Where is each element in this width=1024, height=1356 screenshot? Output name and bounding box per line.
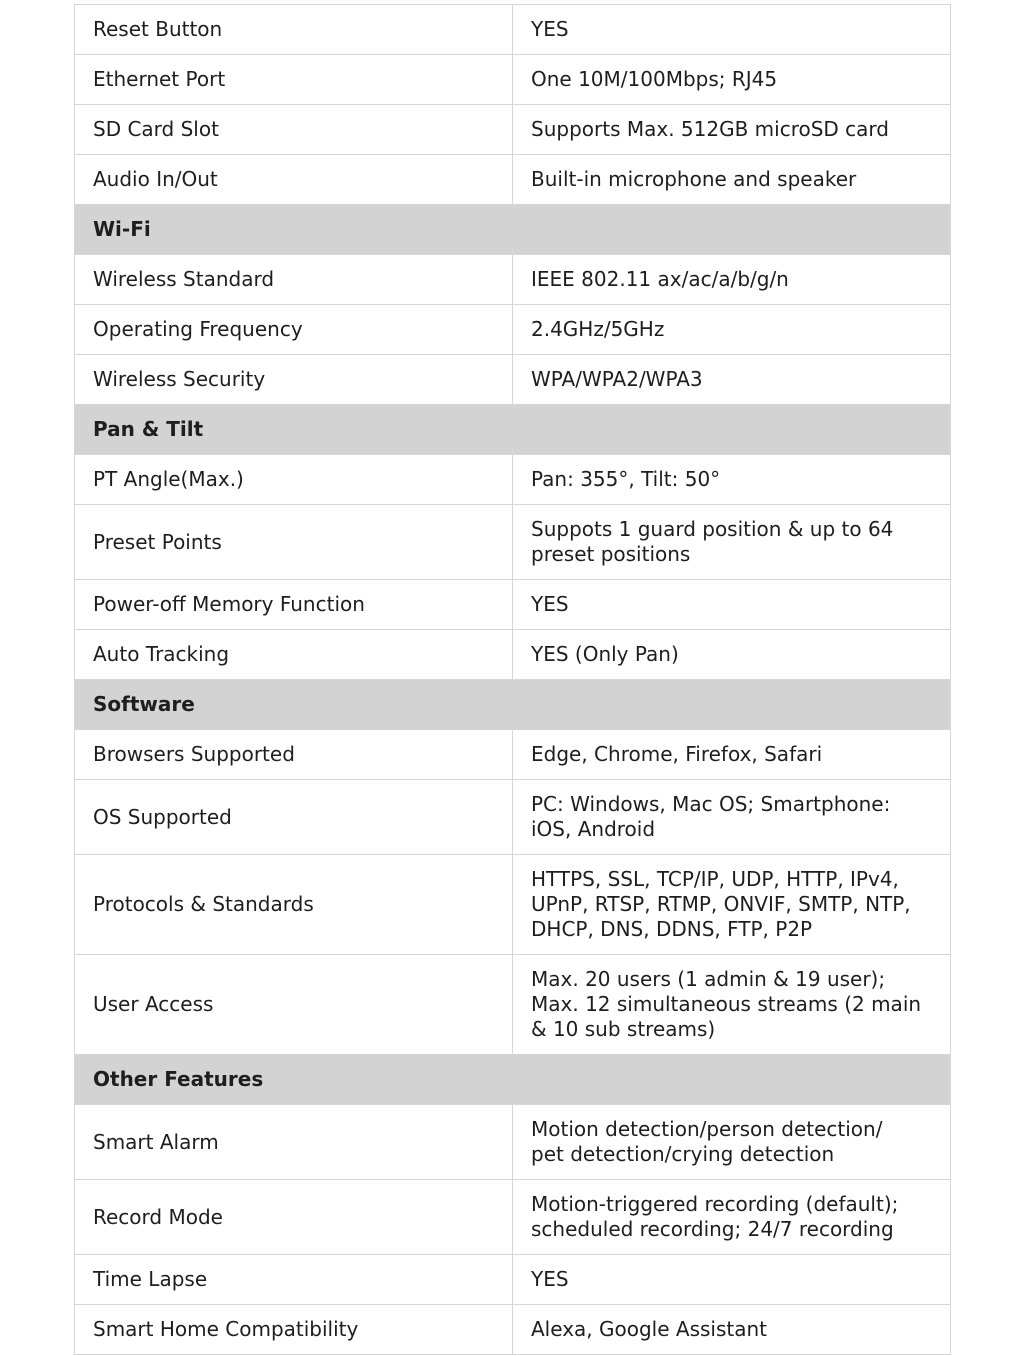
spec-row xyxy=(75,55,951,105)
spec-value: YES xyxy=(513,1255,951,1305)
spec-value: Pan: 355°, Tilt: 50° xyxy=(513,455,951,505)
spec-row xyxy=(75,855,951,955)
spec-row xyxy=(75,1105,951,1180)
spec-row xyxy=(75,455,951,505)
spec-row xyxy=(75,255,951,305)
spec-label: Time Lapse xyxy=(75,1255,513,1305)
spec-row xyxy=(75,955,951,1055)
section-title-filler xyxy=(513,680,951,730)
spec-label: Power-off Memory Function xyxy=(75,580,513,630)
spec-row xyxy=(75,580,951,630)
spec-value: YES xyxy=(513,5,951,55)
section-header-row xyxy=(75,680,951,730)
spec-value: Max. 20 users (1 admin & 19 user); Max. 12 simultaneous streams (2 main & 10 sub streams) xyxy=(513,955,951,1055)
spec-value: Alexa, Google Assistant xyxy=(513,1305,951,1355)
spec-row xyxy=(75,1180,951,1255)
spec-row xyxy=(75,1305,951,1355)
spec-row xyxy=(75,1255,951,1305)
spec-value: Built-in microphone and speaker xyxy=(513,155,951,205)
spec-label: Auto Tracking xyxy=(75,630,513,680)
spec-value: YES xyxy=(513,580,951,630)
spec-row xyxy=(75,5,951,55)
spec-label: Operating Frequency xyxy=(75,305,513,355)
spec-label: OS Supported xyxy=(75,780,513,855)
spec-label: Reset Button xyxy=(75,5,513,55)
spec-value: IEEE 802.11 ax/ac/a/b/g/n xyxy=(513,255,951,305)
spec-value: 2.4GHz/5GHz xyxy=(513,305,951,355)
spec-row xyxy=(75,105,951,155)
spec-value: Suppots 1 guard position & up to 64 preset positions xyxy=(513,505,951,580)
section-title-filler xyxy=(513,205,951,255)
spec-label: Audio In/Out xyxy=(75,155,513,205)
spec-label: Smart Home Compatibility xyxy=(75,1305,513,1355)
spec-label: Wireless Standard xyxy=(75,255,513,305)
spec-value: WPA/WPA2/WPA3 xyxy=(513,355,951,405)
spec-label: User Access xyxy=(75,955,513,1055)
spec-row xyxy=(75,355,951,405)
section-title-filler xyxy=(513,1055,951,1105)
spec-label: Browsers Supported xyxy=(75,730,513,780)
spec-row xyxy=(75,305,951,355)
section-header-row xyxy=(75,205,951,255)
spec-label: Wireless Security xyxy=(75,355,513,405)
section-title-filler xyxy=(513,405,951,455)
section-title: Software xyxy=(75,680,513,730)
spec-row xyxy=(75,630,951,680)
spec-value: Supports Max. 512GB microSD card xyxy=(513,105,951,155)
spec-label: PT Angle(Max.) xyxy=(75,455,513,505)
section-title: Wi-Fi xyxy=(75,205,513,255)
spec-row xyxy=(75,730,951,780)
spec-label: SD Card Slot xyxy=(75,105,513,155)
spec-label: Record Mode xyxy=(75,1180,513,1255)
spec-value: HTTPS, SSL, TCP/IP, UDP, HTTP, IPv4, UPnP, RTSP, RTMP, ONVIF, SMTP, NTP, DHCP, DNS, DDNS, FTP, P2P xyxy=(513,855,951,955)
spec-value: Motion-triggered recording (default); scheduled recording; 24/7 recording xyxy=(513,1180,951,1255)
spec-table-body xyxy=(75,5,951,1355)
spec-label: Protocols & Standards xyxy=(75,855,513,955)
section-header-row xyxy=(75,405,951,455)
spec-row xyxy=(75,780,951,855)
section-title: Pan & Tilt xyxy=(75,405,513,455)
spec-value: YES (Only Pan) xyxy=(513,630,951,680)
spec-value: Edge, Chrome, Firefox, Safari xyxy=(513,730,951,780)
spec-table xyxy=(74,4,951,1355)
spec-value: Motion detection/person detection/ pet detection/crying detection xyxy=(513,1105,951,1180)
section-title: Other Features xyxy=(75,1055,513,1105)
spec-label: Preset Points xyxy=(75,505,513,580)
section-header-row xyxy=(75,1055,951,1105)
spec-label: Ethernet Port xyxy=(75,55,513,105)
spec-value: One 10M/100Mbps; RJ45 xyxy=(513,55,951,105)
spec-row xyxy=(75,155,951,205)
spec-row xyxy=(75,505,951,580)
spec-value: PC: Windows, Mac OS; Smartphone: iOS, Android xyxy=(513,780,951,855)
spec-label: Smart Alarm xyxy=(75,1105,513,1180)
